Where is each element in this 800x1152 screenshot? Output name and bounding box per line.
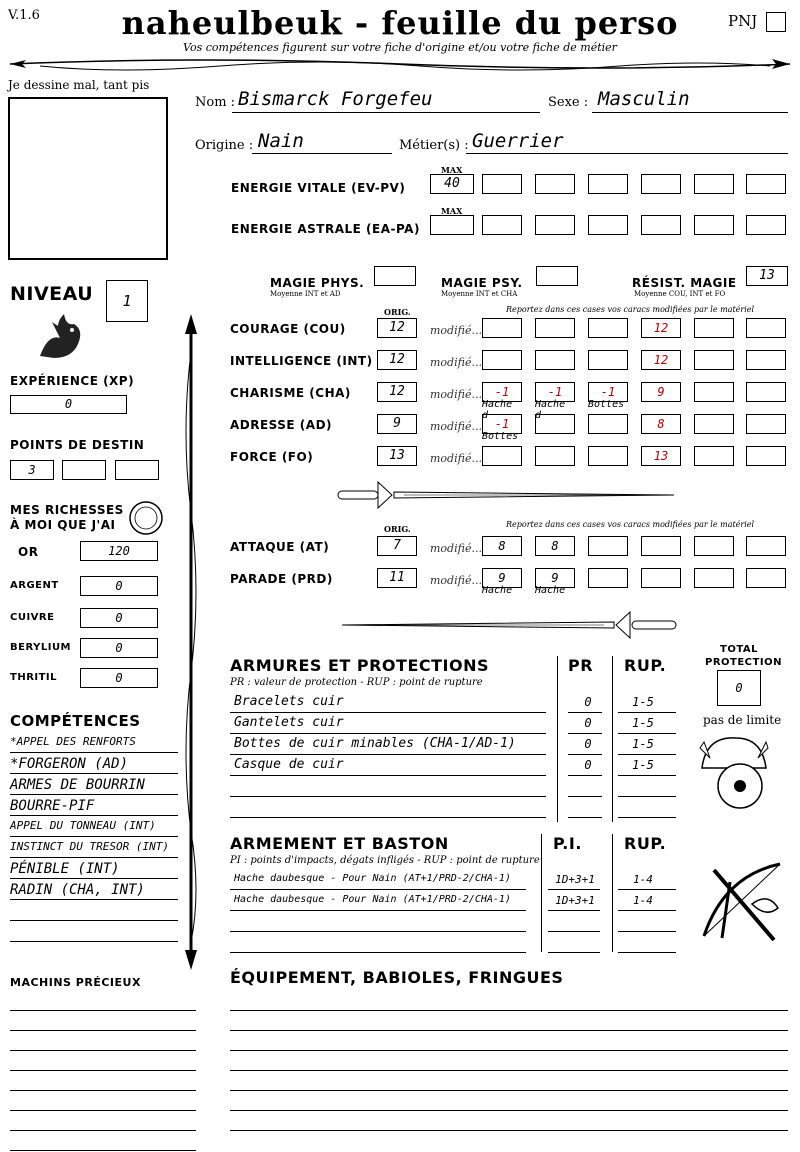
ea-track-box[interactable] xyxy=(694,215,734,235)
stat-mod-note: Hache d xyxy=(482,399,513,421)
armor-row-line xyxy=(230,796,546,797)
stat-modifie-label: modifié... xyxy=(430,356,482,369)
stat-mod-value[interactable] xyxy=(535,350,575,370)
origine-label: Origine : xyxy=(195,138,254,153)
magie-phys-label: MAGIE PHYS. xyxy=(270,276,365,290)
ev-track-box[interactable] xyxy=(641,174,681,194)
armor-row-pr[interactable]: 0 xyxy=(584,758,592,772)
skill-rule xyxy=(10,815,178,816)
armor-rup-line xyxy=(618,733,676,734)
equipment-line[interactable] xyxy=(230,1130,788,1131)
stat-mod-value[interactable] xyxy=(482,446,522,466)
weapons-rup-header: RUP. xyxy=(624,834,667,853)
stat-modifie-label: modifié... xyxy=(430,324,482,337)
destin-value-3[interactable] xyxy=(115,460,159,480)
ev-track-box[interactable] xyxy=(588,174,628,194)
armor-pr-line xyxy=(568,817,602,818)
stat-mod-value[interactable]: -1 xyxy=(588,382,628,402)
armor-row-line xyxy=(230,817,546,818)
nom-value[interactable]: Bismarck Forgefeu xyxy=(238,88,433,110)
stat-mod-value[interactable]: -1 xyxy=(535,382,575,402)
stat-mod-value[interactable] xyxy=(746,446,786,466)
skill-item[interactable]: RADIN (CHA, INT) xyxy=(10,882,145,898)
armor-row-line xyxy=(230,754,546,755)
wealth-row-value[interactable]: 0 xyxy=(80,576,158,596)
wealth-label-2: À MOI QUE J'AI xyxy=(10,518,116,532)
armor-row-pr[interactable]: 0 xyxy=(584,695,592,709)
magie-phys-value[interactable] xyxy=(374,266,416,286)
armor-row-rup[interactable]: 1-5 xyxy=(632,737,654,751)
combat-orig-value[interactable]: 11 xyxy=(377,568,417,588)
armor-row-rup[interactable]: 1-5 xyxy=(632,695,654,709)
combat-mod-value[interactable]: 8 xyxy=(535,536,575,556)
armor-title: ARMURES ET PROTECTIONS xyxy=(230,656,489,675)
skill-rule xyxy=(10,794,178,795)
coin-icon xyxy=(128,500,164,536)
stat-mod-value[interactable] xyxy=(535,414,575,434)
equipment-title: ÉQUIPEMENT, BABIOLES, FRINGUES xyxy=(230,968,564,987)
weapon-rup-line xyxy=(618,952,676,953)
skill-item[interactable]: BOURRE-PIF xyxy=(10,798,95,814)
combat-mod-value[interactable] xyxy=(694,568,734,588)
wealth-row-value[interactable]: 0 xyxy=(80,608,158,628)
weapon-row-line xyxy=(230,931,526,932)
resist-magie-label: RÉSIST. MAGIE xyxy=(632,276,737,290)
equipment-line[interactable] xyxy=(230,1050,788,1051)
ev-max-value[interactable]: 40 xyxy=(430,174,474,194)
combat-mod-value[interactable] xyxy=(746,568,786,588)
ea-track-box[interactable] xyxy=(482,215,522,235)
pnj-checkbox[interactable] xyxy=(766,12,786,32)
combat-note: Reportez dans ces cases vos caracs modifiées par le matériel xyxy=(506,520,755,529)
weapons-icon xyxy=(694,856,790,948)
sword-ornament-2 xyxy=(334,608,682,644)
armor-rup-line xyxy=(618,775,676,776)
stat-label: INTELLIGENCE (INT) xyxy=(230,354,373,368)
armor-rup-line xyxy=(618,754,676,755)
armor-row-line xyxy=(230,733,546,734)
resist-magie-value[interactable]: 13 xyxy=(746,266,788,286)
armor-rup-header: RUP. xyxy=(624,656,667,675)
armor-rup-line xyxy=(618,796,676,797)
niveau-value[interactable]: 1 xyxy=(106,280,148,322)
spear-ornament xyxy=(176,312,206,972)
stat-mod-value[interactable] xyxy=(746,318,786,338)
portrait-caption: Je dessine mal, tant pis xyxy=(8,78,150,92)
combat-mod-value[interactable] xyxy=(588,568,628,588)
skill-rule xyxy=(10,899,178,900)
weapon-row-rup[interactable]: 1-4 xyxy=(633,873,653,886)
magie-psy-sub: Moyenne INT et CHA xyxy=(441,290,518,298)
combat-mod-value[interactable]: 9 xyxy=(535,568,575,588)
ev-track-box[interactable] xyxy=(482,174,522,194)
origine-value[interactable]: Nain xyxy=(258,130,304,152)
vine-ornament xyxy=(0,52,800,76)
armor-row-name[interactable]: Gantelets cuir xyxy=(234,715,344,730)
skill-rule xyxy=(10,836,178,837)
skill-item[interactable]: INSTINCT DU TRESOR (INT) xyxy=(10,840,169,853)
armor-pr-line xyxy=(568,754,602,755)
armor-row-rup[interactable]: 1-5 xyxy=(632,716,654,730)
skill-item[interactable]: ARMES DE BOURRIN xyxy=(10,777,145,793)
armor-pr-line xyxy=(568,796,602,797)
equipment-line[interactable] xyxy=(230,1070,788,1071)
combat-mod-value[interactable] xyxy=(588,536,628,556)
equipment-line[interactable] xyxy=(230,1110,788,1111)
stat-mod-value[interactable] xyxy=(694,318,734,338)
magie-psy-value[interactable] xyxy=(536,266,578,286)
xp-label: EXPÉRIENCE (XP) xyxy=(10,374,135,388)
weapon-row-line xyxy=(230,910,526,911)
wealth-row-label: BERYLIUM xyxy=(10,642,72,653)
armor-sub: PR : valeur de protection - RUP : point de rupture xyxy=(230,677,483,688)
weapons-sub: PI : points d'impacts, dégats infligés - RUP : point de rupture xyxy=(230,855,540,866)
magie-phys-sub: Moyenne INT et AD xyxy=(270,290,341,298)
stat-mod-value[interactable] xyxy=(482,318,522,338)
ea-track-box[interactable] xyxy=(641,215,681,235)
precious-line[interactable] xyxy=(10,1070,196,1071)
combat-mod-value[interactable] xyxy=(746,536,786,556)
stat-mod-value[interactable] xyxy=(694,350,734,370)
wealth-row-value[interactable]: 120 xyxy=(80,541,158,561)
ea-track-box[interactable] xyxy=(588,215,628,235)
weapon-row-pi[interactable]: 1D+3+1 xyxy=(555,894,595,907)
precious-line[interactable] xyxy=(10,1010,196,1011)
weapon-rup-line xyxy=(618,889,676,890)
weapon-row-line xyxy=(230,889,526,890)
wealth-row-label: OR xyxy=(18,545,39,559)
weapon-row-name[interactable]: Hache daubesque - Pour Nain (AT+1/PRD-2/CHA-1) xyxy=(234,873,511,884)
stat-mod-value[interactable] xyxy=(588,446,628,466)
weapon-rup-line xyxy=(618,910,676,911)
weapons-title: ARMEMENT ET BASTON xyxy=(230,834,449,853)
dragon-icon xyxy=(34,304,86,362)
stat-mod-value[interactable] xyxy=(535,446,575,466)
stat-modifie-label: modifié... xyxy=(430,420,482,433)
armor-row-rup[interactable]: 1-5 xyxy=(632,758,654,772)
metier-value[interactable]: Guerrier xyxy=(472,130,564,152)
armor-pr-line xyxy=(568,775,602,776)
skill-rule xyxy=(10,752,178,753)
skills-title: COMPÉTENCES xyxy=(10,712,141,730)
combat-mod-value[interactable] xyxy=(641,568,681,588)
stat-mod-value[interactable] xyxy=(746,350,786,370)
armor-row-pr[interactable]: 0 xyxy=(584,716,592,730)
ev-track-box[interactable] xyxy=(535,174,575,194)
stat-modifie-label: modifié... xyxy=(430,452,482,465)
skill-rule xyxy=(10,857,178,858)
combat-modifie-label: modifié... xyxy=(430,542,482,555)
combat-orig-value[interactable]: 7 xyxy=(377,536,417,556)
helmet-shield-icon xyxy=(696,728,776,812)
weapons-pi-header: P.I. xyxy=(553,834,582,853)
combat-modifie-label: modifié... xyxy=(430,574,482,587)
xp-value[interactable]: 0 xyxy=(10,395,127,414)
niveau-label: NIVEAU xyxy=(10,283,94,305)
stat-mod-note: Hache d xyxy=(535,399,566,421)
stats-note: Reportez dans ces cases vos caracs modifiées par le matériel xyxy=(506,305,755,314)
destin-label: POINTS DE DESTIN xyxy=(10,438,145,452)
stat-mod-note: Bottes xyxy=(482,431,519,442)
total-protection-label-1: TOTAL xyxy=(720,644,758,655)
precious-line[interactable] xyxy=(10,1090,196,1091)
weapon-pi-line xyxy=(548,952,600,953)
weapon-rup-line xyxy=(618,931,676,932)
skill-rule xyxy=(10,920,178,921)
metier-label: Métier(s) : xyxy=(399,138,469,153)
armor-pr-line xyxy=(568,712,602,713)
precious-title: MACHINS PRÉCIEUX xyxy=(10,976,141,989)
ea-label: ENERGIE ASTRALE (EA-PA) xyxy=(231,222,420,236)
wealth-label-1: MES RICHESSES xyxy=(10,503,124,517)
combat-mod-note: Hache xyxy=(482,585,513,596)
sexe-label: Sexe : xyxy=(548,95,589,110)
skill-item[interactable]: *APPEL DES RENFORTS xyxy=(10,735,136,748)
skill-item[interactable]: APPEL DU TONNEAU (INT) xyxy=(10,819,156,832)
weapon-row-line xyxy=(230,952,526,953)
stat-mod-value[interactable]: 8 xyxy=(641,414,681,434)
combat-mod-note: Hache xyxy=(535,585,566,596)
stat-mod-value[interactable] xyxy=(694,382,734,402)
sexe-value[interactable]: Masculin xyxy=(598,88,690,110)
stat-mod-value[interactable]: 12 xyxy=(641,318,681,338)
precious-line[interactable] xyxy=(10,1110,196,1111)
sheet-title: naheulbeuk - feuille du perso xyxy=(121,4,679,42)
stat-mod-value[interactable] xyxy=(694,414,734,434)
skill-item[interactable]: PÉNIBLE (INT) xyxy=(10,861,120,877)
destin-value-1[interactable]: 3 xyxy=(10,460,54,480)
equipment-line[interactable] xyxy=(230,1010,788,1011)
stat-mod-value[interactable] xyxy=(588,414,628,434)
portrait-box[interactable] xyxy=(8,97,168,260)
stat-orig-value[interactable]: 13 xyxy=(377,446,417,466)
combat-label: PARADE (PRD) xyxy=(230,572,333,586)
pnj-label: PNJ xyxy=(728,12,758,30)
stat-mod-value[interactable]: -1 xyxy=(482,382,522,402)
combat-mod-value[interactable] xyxy=(641,536,681,556)
ev-max-label: MAX xyxy=(441,165,463,175)
resist-magie-sub: Moyenne COU, INT et FO xyxy=(634,290,726,298)
stat-mod-value[interactable]: -1 xyxy=(482,414,522,434)
armor-row-name[interactable]: Bracelets cuir xyxy=(234,694,344,709)
ev-label: ENERGIE VITALE (EV-PV) xyxy=(231,181,406,195)
armor-row-name[interactable]: Casque de cuir xyxy=(234,757,344,772)
destin-value-2[interactable] xyxy=(62,460,106,480)
equipment-line[interactable] xyxy=(230,1090,788,1091)
stat-label: COURAGE (COU) xyxy=(230,322,346,336)
stat-mod-value[interactable] xyxy=(588,318,628,338)
stat-orig-value[interactable]: 12 xyxy=(377,350,417,370)
weapon-row-name[interactable]: Hache daubesque - Pour Nain (AT+1/PRD-2/CHA-1) xyxy=(234,894,511,905)
precious-line[interactable] xyxy=(10,1130,196,1131)
weapon-row-pi[interactable]: 1D+3+1 xyxy=(555,873,595,886)
stat-mod-value[interactable]: 9 xyxy=(641,382,681,402)
armor-row-line xyxy=(230,712,546,713)
combat-mod-value[interactable] xyxy=(694,536,734,556)
stat-mod-value[interactable]: 13 xyxy=(641,446,681,466)
skill-rule xyxy=(10,878,178,879)
sword-ornament xyxy=(334,478,682,514)
armor-rup-line xyxy=(618,712,676,713)
armor-row-line xyxy=(230,775,546,776)
wealth-row-label: CUIVRE xyxy=(10,612,55,623)
precious-line[interactable] xyxy=(10,1050,196,1051)
total-protection-value[interactable]: 0 xyxy=(717,670,761,706)
stat-label: ADRESSE (AD) xyxy=(230,418,333,432)
combat-orig-label: ORIG. xyxy=(384,524,411,534)
stat-mod-value[interactable] xyxy=(535,318,575,338)
stat-label: FORCE (FO) xyxy=(230,450,314,464)
weapon-pi-line xyxy=(548,889,600,890)
skill-rule xyxy=(10,941,178,942)
version-label: V.1.6 xyxy=(8,8,40,23)
wealth-row-label: THRITIL xyxy=(10,672,58,683)
ev-track-box[interactable] xyxy=(694,174,734,194)
sheet-subtitle: Vos compétences figurent sur votre fiche d'origine et/ou votre fiche de métier xyxy=(183,41,617,54)
weapon-pi-line xyxy=(548,910,600,911)
total-protection-label-2: PROTECTION xyxy=(705,657,782,668)
wealth-row-value[interactable]: 0 xyxy=(80,668,158,688)
stat-mod-value[interactable]: 12 xyxy=(641,350,681,370)
stat-mod-value[interactable] xyxy=(694,446,734,466)
combat-mod-value[interactable]: 8 xyxy=(482,536,522,556)
ea-track-box[interactable] xyxy=(535,215,575,235)
stat-mod-value[interactable] xyxy=(588,350,628,370)
no-limit-label: pas de limite xyxy=(703,713,782,727)
ea-track-box[interactable] xyxy=(746,215,786,235)
armor-row-name[interactable]: Bottes de cuir minables (CHA-1/AD-1) xyxy=(234,736,516,751)
wealth-row-label: ARGENT xyxy=(10,580,59,591)
ev-track-box[interactable] xyxy=(746,174,786,194)
nom-label: Nom : xyxy=(195,95,236,110)
ea-max-label: MAX xyxy=(441,206,463,216)
armor-pr-header: PR xyxy=(568,656,594,675)
armor-row-pr[interactable]: 0 xyxy=(584,737,592,751)
stat-mod-note: Bottes xyxy=(588,399,625,410)
weapon-row-rup[interactable]: 1-4 xyxy=(633,894,653,907)
stats-orig-label: ORIG. xyxy=(384,307,411,317)
armor-pr-line xyxy=(568,733,602,734)
combat-mod-value[interactable]: 9 xyxy=(482,568,522,588)
stat-orig-value[interactable]: 12 xyxy=(377,382,417,402)
stat-modifie-label: modifié... xyxy=(430,388,482,401)
stat-label: CHARISME (CHA) xyxy=(230,386,351,400)
weapon-pi-line xyxy=(548,931,600,932)
skill-rule xyxy=(10,773,178,774)
stat-orig-value[interactable]: 9 xyxy=(377,414,417,434)
armor-rup-line xyxy=(618,817,676,818)
ea-max-value[interactable] xyxy=(430,215,474,235)
stat-orig-value[interactable]: 12 xyxy=(377,318,417,338)
skill-item[interactable]: *FORGERON (AD) xyxy=(10,756,129,772)
wealth-row-value[interactable]: 0 xyxy=(80,638,158,658)
precious-line[interactable] xyxy=(10,1030,196,1031)
stat-mod-value[interactable] xyxy=(482,350,522,370)
stat-mod-value[interactable] xyxy=(746,382,786,402)
combat-label: ATTAQUE (AT) xyxy=(230,540,330,554)
magie-psy-label: MAGIE PSY. xyxy=(441,276,523,290)
equipment-line[interactable] xyxy=(230,1030,788,1031)
precious-line[interactable] xyxy=(10,1150,196,1151)
stat-mod-value[interactable] xyxy=(746,414,786,434)
